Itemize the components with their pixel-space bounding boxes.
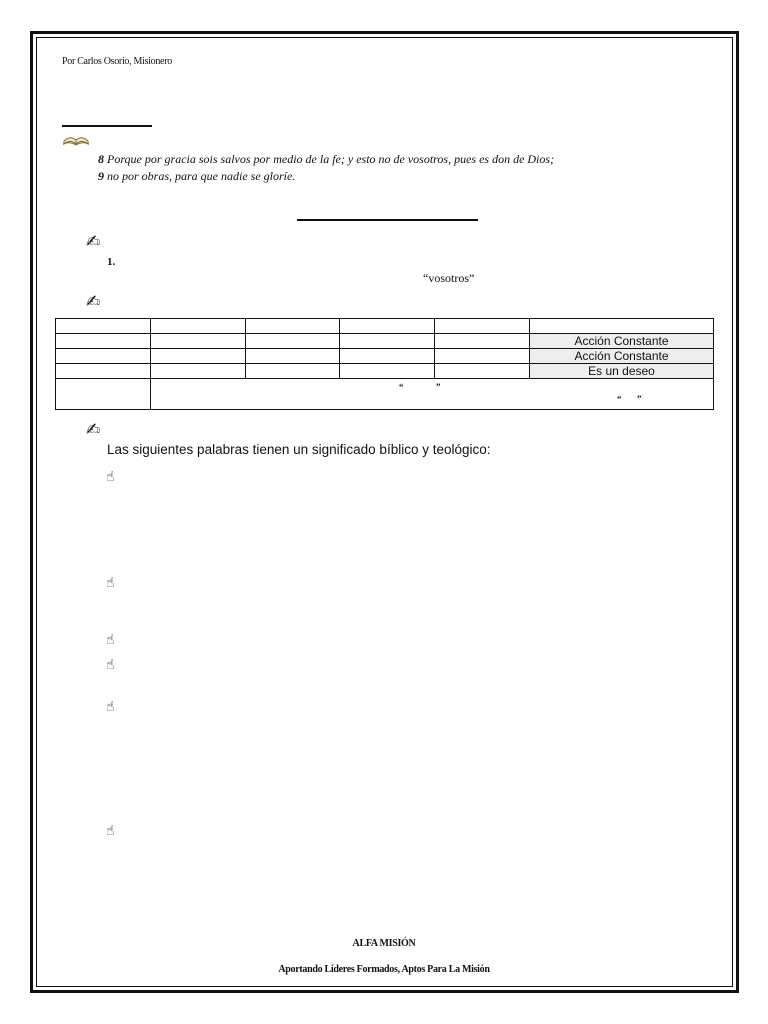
open-book-icon	[62, 132, 90, 148]
verse-number: 9	[98, 169, 104, 183]
verse-text: Porque por gracia sois salvos por medio de la fe; y esto no de vosotros, pues es don de Dios;	[104, 152, 555, 166]
verse-9	[98, 169, 295, 184]
table-cell	[151, 334, 246, 349]
quote-mark: ”	[637, 394, 642, 404]
table-row	[56, 319, 714, 334]
verse-text: no por obras, para que nadie se gloríe.	[104, 169, 296, 183]
table-cell	[340, 364, 435, 379]
pointing-hand-icon: ☝	[106, 823, 115, 839]
table-row	[56, 379, 714, 410]
pointing-hand-icon: ☝	[106, 469, 115, 485]
footer-org: ALFA MISIÓN	[352, 938, 416, 949]
table-merged-cell	[151, 379, 714, 410]
table-cell	[435, 334, 530, 349]
table-cell	[246, 334, 340, 349]
section-intro: Las siguientes palabras tienen un significado bíblico y teológico:	[107, 442, 491, 457]
table-cell	[56, 319, 151, 334]
table-cell: Acción Constante	[530, 349, 714, 364]
pointing-hand-icon: ☝	[106, 632, 115, 648]
footer-tagline: Aportando Líderes Formados, Aptos Para La Misión	[278, 964, 490, 975]
quote-mark: “	[399, 382, 404, 392]
writing-hand-icon: ✍	[86, 232, 101, 252]
table-cell	[246, 349, 340, 364]
pointing-hand-icon: ☝	[106, 657, 115, 673]
table-cell	[246, 319, 340, 334]
verse-8	[98, 152, 554, 167]
table-cell	[340, 334, 435, 349]
quoted-word: “vosotros”	[423, 271, 475, 285]
table-cell	[246, 364, 340, 379]
pointing-hand-icon: ☝	[106, 699, 115, 715]
table-cell	[56, 379, 151, 410]
quote-mark: “	[617, 394, 622, 404]
table-cell	[340, 319, 435, 334]
verse-number: 8	[98, 152, 104, 166]
table-row	[56, 334, 714, 349]
item-number: 1.	[107, 256, 116, 268]
table-cell	[151, 349, 246, 364]
writing-hand-icon: ✍	[86, 292, 101, 312]
table-row	[56, 364, 714, 379]
title-rule	[297, 219, 478, 221]
table-cell: Es un deseo	[530, 364, 714, 379]
pointing-hand-icon: ☝	[106, 575, 115, 591]
table-cell	[151, 319, 246, 334]
writing-hand-icon: ✍	[86, 420, 101, 440]
table-cell	[56, 334, 151, 349]
table-cell	[56, 364, 151, 379]
author-line: Por Carlos Osorio, Misionero	[62, 56, 172, 67]
table-cell	[435, 349, 530, 364]
table-cell	[340, 349, 435, 364]
table-row	[56, 349, 714, 364]
section-rule	[62, 125, 152, 127]
table-cell: Acción Constante	[530, 334, 714, 349]
table-cell	[530, 319, 714, 334]
table-cell	[435, 364, 530, 379]
table-cell	[435, 319, 530, 334]
quote-mark: ”	[436, 382, 441, 392]
table-cell	[56, 349, 151, 364]
analysis-table	[55, 318, 714, 410]
table-cell	[151, 364, 246, 379]
